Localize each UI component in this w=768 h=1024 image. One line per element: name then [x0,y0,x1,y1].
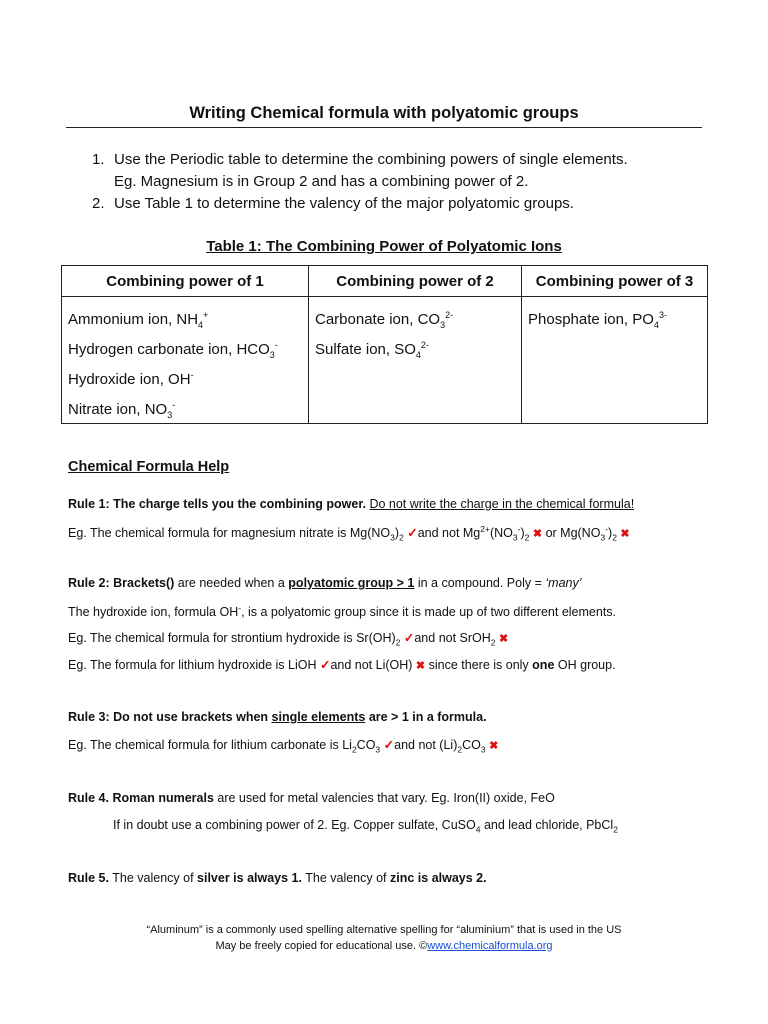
example-text: Eg. The chemical formula for lithium carbonate is Li [68,738,352,752]
subscript: 3 [375,744,381,755]
rule-2-example [68,630,508,648]
list-number: 2. [92,195,105,212]
ion-entry [68,303,302,333]
example-text: ) [394,526,400,541]
rule-emphasis: polyatomic group > 1 [288,576,415,590]
superscript: - [238,603,242,613]
ion-entry [315,303,515,333]
ion-charge: 2- [420,340,429,350]
ion-entry [68,333,302,363]
ion-name: Hydroxide ion, OH [68,371,191,388]
example-text: (NO [489,526,513,541]
ion-subscript: 3 [440,320,446,330]
example-text: or Mg(NO [545,526,601,541]
ions-table [61,265,708,424]
list-item [92,193,628,215]
rule-label: Rule 1: The charge tells you the combining power. [68,497,366,511]
subscript: 3 [600,532,606,543]
ion-charge: 3- [658,310,667,320]
footer-note: “Aluminum” is a commonly used spelling alternative spelling for “aluminium” that is used in the US [146,924,622,936]
subscript: 2 [399,532,404,543]
example-text: CO [356,738,376,752]
ion-entry [528,303,701,333]
ion-name: Sulfate ion, SO [315,341,416,358]
rule-text: The hydroxide ion, formula OH [68,605,239,620]
rule-emphasis: Roman numerals [112,791,214,805]
table-cell [522,297,708,424]
rule-4-line [68,791,555,805]
copyright-text: May be freely copied for educational use. © [215,940,428,952]
example-text: ) [520,526,525,541]
subscript: 3 [390,532,395,543]
example-text: Eg. The chemical formula for strontium hydroxide is Sr(OH) [68,631,396,645]
rule-note: Do not write the charge in the chemical formula! [369,497,635,511]
ion-entry [68,393,302,423]
website-link[interactable]: www.chemicalformula.org [427,940,553,952]
superscript: 2+ [480,524,490,534]
ion-name: Carbonate ion, CO [315,311,441,328]
rule-label: Rule 3: Do not use brackets when [68,710,269,724]
rule-text: The valency of [112,871,194,885]
column-header: Combining power of 3 [522,266,708,297]
ion-charge: + [203,310,209,320]
instruction-list [92,149,628,215]
example-text: since there is only [428,658,529,672]
rule-text: are needed when a [177,576,285,590]
cross-icon: ✖ [499,633,509,645]
ion-entry [68,363,302,393]
column-header: Combining power of 1 [62,266,309,297]
rule-text: in a compound. Poly = [417,576,542,590]
rule-5-line [68,871,487,885]
rule-1-line [68,497,634,511]
ion-subscript: 4 [653,320,659,330]
example-text: Eg. The formula for lithium hydroxide is LiOH [68,658,317,672]
check-icon: ✓ [383,738,395,752]
superscript: - [605,524,609,534]
subscript: 2 [395,637,401,648]
check-icon: ✓ [319,658,331,672]
subscript: 3 [480,744,486,755]
check-icon: ✓ [407,526,418,541]
ion-charge: - [190,370,194,380]
example-text: and not (Li) [394,738,458,752]
example-text: CO [462,738,481,752]
rule-1-example [68,524,630,543]
ion-name: Phosphate ion, PO [528,311,654,328]
rule-2-detail [68,603,616,619]
cross-icon: ✖ [620,528,630,541]
ion-subscript: 4 [198,320,204,330]
ion-entry [315,333,515,363]
example-text: ) [608,526,613,541]
rule-emphasis: ‘many’ [545,576,582,590]
rule-text: and lead chloride, PbCl [483,818,614,832]
cross-icon: ✖ [415,660,426,672]
footer-copyright [0,940,768,952]
rule-3-example [68,737,498,755]
cross-icon: ✖ [532,528,543,541]
example-text: OH group. [557,658,616,672]
example-emphasis: one [532,658,555,672]
section-heading: Chemical Formula Help [68,459,230,475]
list-text: Use the Periodic table to determine the combining powers of single elements. [114,151,628,168]
rule-emphasis: single elements [271,710,366,724]
example-text: Eg. The chemical formula for magnesium nitrate is Mg(NO [68,526,391,541]
subscript: 2 [490,637,496,648]
cross-icon: ✖ [489,740,499,752]
ion-charge: 2- [445,310,454,320]
ion-subscript: 3 [269,350,275,360]
table-header-row [62,266,708,297]
rule-label: are > 1 in a formula. [368,710,487,724]
rule-text: The valency of [305,871,387,885]
rule-4-detail [113,818,618,835]
rule-text: , is a polyatomic group since it is made up of two different elements. [241,605,617,620]
superscript: - [517,524,521,534]
rule-emphasis: silver is always 1. [197,871,302,885]
subscript: 3 [512,532,518,543]
ion-name: Ammonium ion, NH [68,311,199,328]
page-title: Writing Chemical formula with polyatomic groups [189,104,579,122]
ion-name: Hydrogen carbonate ion, HCO [68,341,270,358]
rule-label: Rule 5. [68,871,109,885]
rule-3-line [68,710,487,724]
rule-text: are used for metal valencies that vary. Eg. Iron(II) oxide, FeO [217,791,555,805]
title-divider [66,127,702,128]
subscript: 2 [612,532,617,543]
table-cell [62,297,309,424]
subscript: 2 [613,824,618,835]
rule-label: Rule 4. [68,791,109,805]
list-text: Use Table 1 to determine the valency of the major polyatomic groups. [114,195,574,212]
subscript: 2 [457,744,463,755]
subscript: 2 [351,744,357,755]
subscript: 2 [524,532,530,543]
rule-emphasis: zinc is always 2. [390,871,487,885]
rule-2-example [68,657,616,672]
subscript: 4 [475,824,481,835]
list-text: Eg. Magnesium is in Group 2 and has a combining power of 2. [114,173,529,190]
rule-text: If in doubt use a combining power of 2. Eg. Copper sulfate, CuSO [113,818,476,832]
ion-charge: - [172,400,176,410]
rule-label: Rule 2: Brackets() [68,576,175,590]
check-icon: ✓ [403,631,415,645]
column-header: Combining power of 2 [309,266,522,297]
table-cell [309,297,522,424]
ion-charge: - [274,340,278,350]
example-text: and not Li(OH) [330,658,413,672]
list-item [92,149,628,193]
ion-subscript: 3 [167,410,173,420]
table-caption: Table 1: The Combining Power of Polyatomic Ions [206,238,562,255]
ion-subscript: 4 [415,350,421,360]
example-text: and not Mg [417,526,481,541]
rule-2-line [68,576,582,590]
example-text: and not SrOH [414,631,491,645]
ion-name: Nitrate ion, NO [68,401,168,418]
table-row [62,297,708,424]
list-number: 1. [92,151,105,168]
